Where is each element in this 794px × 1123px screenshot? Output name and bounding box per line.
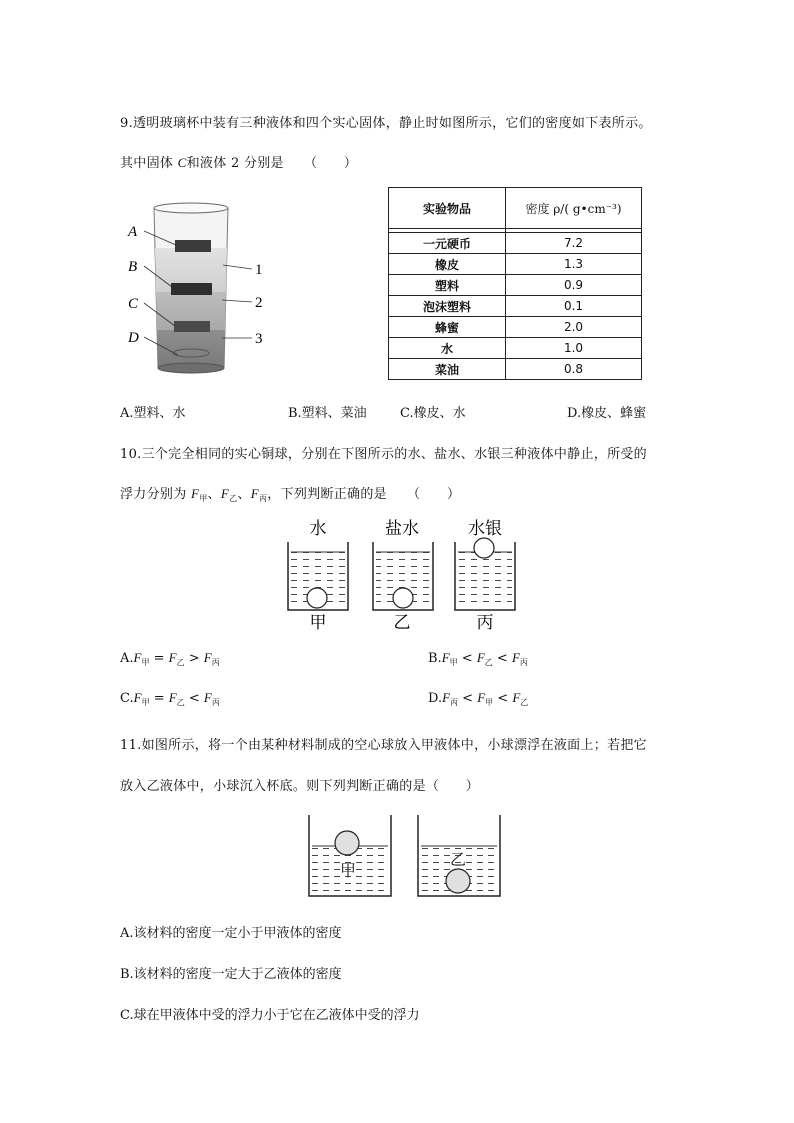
q9-glass-figure xyxy=(118,190,278,385)
q9-option-d[interactable]: D.橡皮、蜂蜜 xyxy=(567,406,647,421)
q11-option-a[interactable]: A.该材料的密度一定小于甲液体的密度 xyxy=(120,926,342,941)
force-sub: 乙 xyxy=(520,698,529,707)
table-cell-density: 1.3 xyxy=(506,254,642,275)
table-cell-density: 0.1 xyxy=(506,296,642,317)
q9-label-2: 2 xyxy=(255,295,263,311)
option-letter: C. xyxy=(120,691,134,706)
force-symbol: F xyxy=(203,650,212,665)
force-sub: 丙 xyxy=(258,494,268,503)
q10-stem-line2 xyxy=(120,483,460,504)
force-symbol: F xyxy=(133,650,142,665)
table-row xyxy=(389,317,642,338)
q9-stem-line1: 9.透明玻璃杯中装有三种液体和四个实心固体，静止时如图所示，它们的密度如下表所示。 xyxy=(120,116,652,131)
force-symbol: F xyxy=(203,690,212,705)
force-symbol: F xyxy=(133,690,142,705)
table-header-density: 密度 ρ/( g•cm⁻³) xyxy=(506,188,642,229)
table-cell-item: 蜂蜜 xyxy=(389,317,506,338)
table-cell-density: 0.8 xyxy=(506,359,642,380)
force-symbol: F xyxy=(168,650,177,665)
force-symbol: F xyxy=(220,486,230,501)
table-cell-item: 塑料 xyxy=(389,275,506,296)
force-symbol: F xyxy=(441,650,450,665)
q10-option-d[interactable] xyxy=(428,690,528,708)
force-sub: 甲 xyxy=(449,658,458,667)
table-cell-density: 0.9 xyxy=(506,275,642,296)
q9-density-table xyxy=(388,187,642,380)
beaker-label-jia: 甲 xyxy=(309,613,327,633)
force-symbol: F xyxy=(477,690,486,705)
operator: < xyxy=(492,651,512,666)
table-cell-density: 7.2 xyxy=(506,233,642,254)
table-cell-density: 2.0 xyxy=(506,317,642,338)
force-sub: 乙 xyxy=(484,658,493,667)
force-symbol: F xyxy=(512,690,521,705)
operator: = xyxy=(149,691,169,706)
force-sub: 乙 xyxy=(176,658,185,667)
table-row xyxy=(389,275,642,296)
table-cell-item: 一元硬币 xyxy=(389,233,506,254)
table-cell-item: 水 xyxy=(389,338,506,359)
option-letter: D. xyxy=(428,691,443,706)
q9-var-c: C xyxy=(177,155,187,170)
operator: < xyxy=(184,691,204,706)
operator: < xyxy=(493,691,513,706)
q11-stem-line1: 11.如图所示，将一个由某种材料制成的空心球放入甲液体中，小球漂浮在液面上；若把它 xyxy=(120,738,647,753)
beaker-label-mercury: 水银 xyxy=(468,519,502,539)
table-row xyxy=(389,233,642,254)
q11-option-c[interactable]: C.球在甲液体中受的浮力小于它在乙液体中受的浮力 xyxy=(120,1008,420,1023)
force-sub: 丙 xyxy=(519,658,528,667)
table-cell-item: 橡皮 xyxy=(389,254,506,275)
table-cell-item: 泡沫塑料 xyxy=(389,296,506,317)
beaker-label-yi: 乙 xyxy=(393,613,411,633)
q9-stem-post: 和液体 2 分别是 （ ） xyxy=(186,156,358,171)
operator: < xyxy=(458,691,478,706)
separator: 、 xyxy=(207,487,221,502)
table-row xyxy=(389,254,642,275)
force-sub: 丙 xyxy=(450,698,459,707)
force-symbol: F xyxy=(190,486,200,501)
q11-option-b[interactable]: B.该材料的密度一定大于乙液体的密度 xyxy=(120,967,342,982)
operator: < xyxy=(457,651,477,666)
force-symbol: F xyxy=(476,650,485,665)
q11-label-yi: 乙 xyxy=(449,850,467,869)
q11-beakers-figure xyxy=(300,810,510,905)
operator: = xyxy=(149,651,169,666)
table-header-item: 实验物品 xyxy=(389,188,506,229)
force-symbol: F xyxy=(168,690,177,705)
q10-beakers-figure xyxy=(278,514,518,636)
q10-option-c[interactable] xyxy=(120,690,220,708)
separator: 、 xyxy=(237,487,251,502)
force-symbol: F xyxy=(250,486,259,501)
force-sub: 甲 xyxy=(141,698,150,707)
q10-stem-pre: 浮力分别为 xyxy=(120,487,191,502)
force-symbol: F xyxy=(511,650,520,665)
force-sub: 乙 xyxy=(229,494,238,503)
table-cell-density: 1.0 xyxy=(506,338,642,359)
option-letter: B. xyxy=(428,651,442,666)
q9-stem-line2 xyxy=(120,152,357,171)
q9-label-c: C xyxy=(128,296,139,312)
q9-label-a: A xyxy=(128,224,138,240)
q11-stem-line2: 放入乙液体中，小球沉入杯底。则下列判断正确的是（ ） xyxy=(120,779,480,794)
force-symbol: F xyxy=(442,690,451,705)
q10-option-a[interactable] xyxy=(120,650,220,668)
q9-label-1: 1 xyxy=(255,262,263,278)
beaker-label-water: 水 xyxy=(309,519,327,539)
table-row xyxy=(389,359,642,380)
force-sub: 丙 xyxy=(211,698,220,707)
table-cell-item: 菜油 xyxy=(389,359,506,380)
force-sub: 丙 xyxy=(211,658,220,667)
force-sub: 乙 xyxy=(176,698,185,707)
q10-option-b[interactable] xyxy=(428,650,528,668)
beaker-label-bing: 丙 xyxy=(476,613,494,633)
operator: > xyxy=(184,651,204,666)
q9-label-d: D xyxy=(128,330,139,346)
force-sub: 甲 xyxy=(485,698,494,707)
q11-label-jia: 甲 xyxy=(339,861,357,880)
q9-stem-pre: 其中固体 xyxy=(120,156,178,171)
q10-stem-line1: 10.三个完全相同的实心铜球，分别在下图所示的水、盐水、水银三种液体中静止，所受的 xyxy=(120,447,647,462)
q10-stem-post: ，下列判断正确的是 （ ） xyxy=(267,487,461,502)
force-sub: 甲 xyxy=(141,658,150,667)
table-row xyxy=(389,296,642,317)
q9-label-b: B xyxy=(128,259,138,275)
option-letter: A. xyxy=(120,651,134,666)
q9-option-a[interactable]: A.塑料、水 xyxy=(120,406,186,421)
q9-label-3: 3 xyxy=(255,331,263,347)
q9-option-b[interactable]: B.塑料、菜油 xyxy=(288,406,367,421)
table-row xyxy=(389,338,642,359)
q9-option-c[interactable]: C.橡皮、水 xyxy=(400,406,466,421)
beaker-label-saltwater: 盐水 xyxy=(385,519,419,539)
table-header-row xyxy=(389,188,642,229)
force-sub: 甲 xyxy=(199,494,208,503)
